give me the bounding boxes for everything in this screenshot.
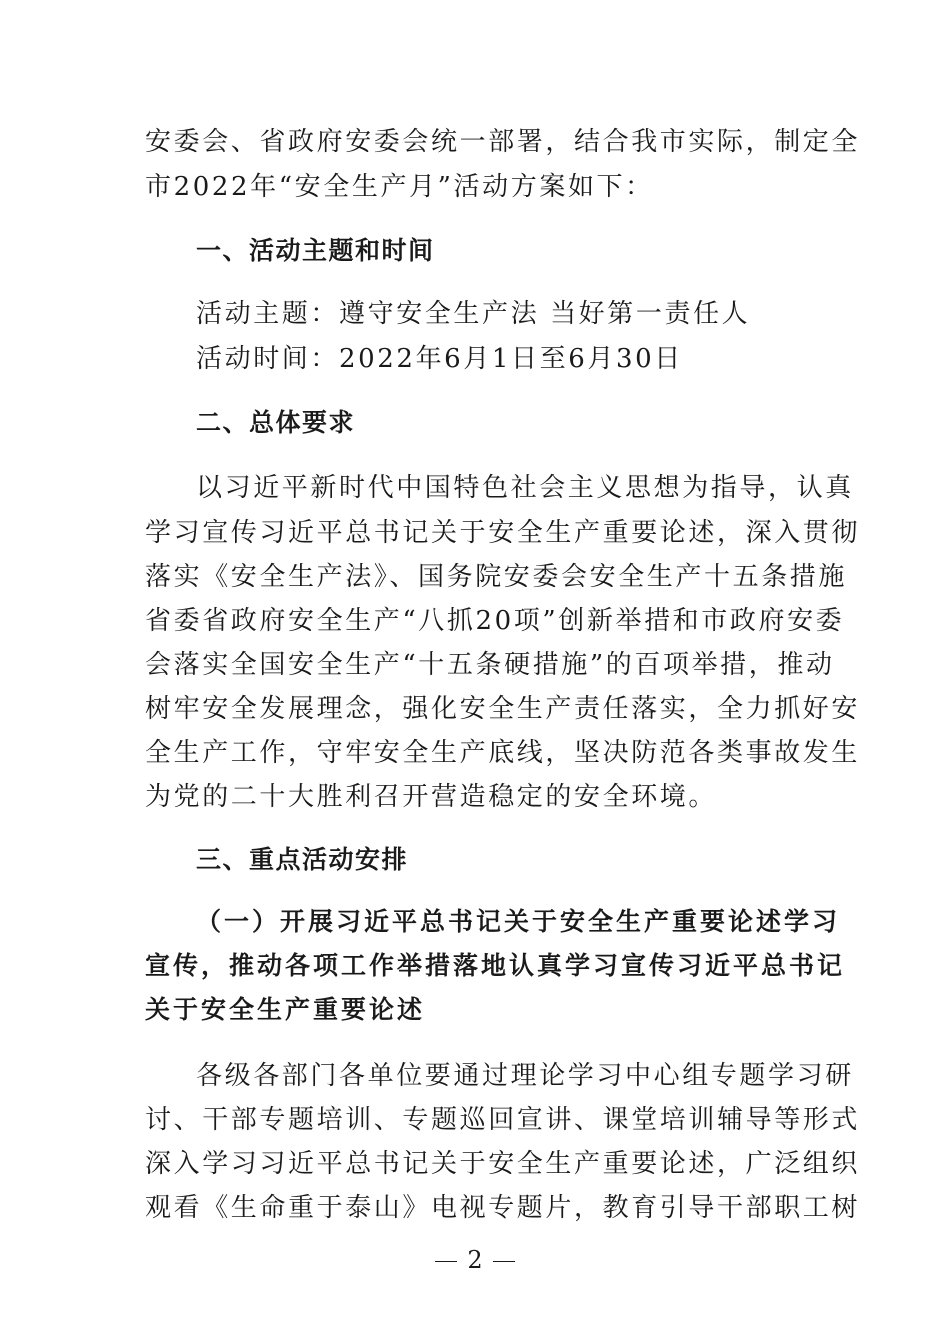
subheading-line: 宣传，推动各项工作举措落地认真学习宣传习近平总书记 [145,951,846,980]
paragraph-line: 会落实全国安全生产“十五条硬措施”的百项举措，推动 [145,650,835,680]
footer-dash-right [493,1261,515,1262]
paragraph-line: 省委省政府安全生产“八抓20项”创新举措和市政府安委 [145,606,845,636]
paragraph-line: 为党的二十大胜利召开营造稳定的安全环境。 [145,782,718,812]
footer-dash-left [435,1261,457,1262]
paragraph-line: 观看《生命重于泰山》电视专题片，教育引导干部职工树 [145,1193,861,1223]
activity-time: 活动时间：2022年6月1日至6月30日 [196,344,683,374]
paragraph-line: 树牢安全发展理念，强化安全生产责任落实，全力抓好安 [145,694,861,724]
page-footer [0,1240,950,1280]
intro-line: 市2022年“安全生产月”活动方案如下： [145,172,654,202]
paragraph-line: 落实《安全生产法》、国务院安委会安全生产十五条措施 [145,562,848,592]
page-number: 2 [467,1246,483,1274]
paragraph-line: 全生产工作，守牢安全生产底线，坚决防范各类事故发生 [145,738,861,768]
paragraph-line: 讨、干部专题培训、专题巡回宣讲、课堂培训辅导等形式 [145,1105,861,1135]
subheading-line: 关于安全生产重要论述 [145,995,426,1024]
section-heading: 二、总体要求 [196,408,356,437]
intro-line: 安委会、省政府安委会统一部署，结合我市实际，制定全 [145,127,861,157]
paragraph-line: 各级各部门各单位要通过理论学习中心组专题学习研 [196,1061,854,1091]
paragraph-line: 深入学习习近平总书记关于安全生产重要论述，广泛组织 [145,1149,861,1179]
activity-theme: 活动主题：遵守安全生产法 当好第一责任人 [196,299,751,329]
subheading-line: （一）开展习近平总书记关于安全生产重要论述学习 [196,907,841,936]
section-heading: 三、重点活动安排 [196,845,409,874]
section-heading: 一、活动主题和时间 [196,236,435,265]
paragraph-line: 学习宣传习近平总书记关于安全生产重要论述，深入贯彻 [145,518,861,548]
paragraph-line: 以习近平新时代中国特色社会主义思想为指导，认真 [196,473,854,503]
